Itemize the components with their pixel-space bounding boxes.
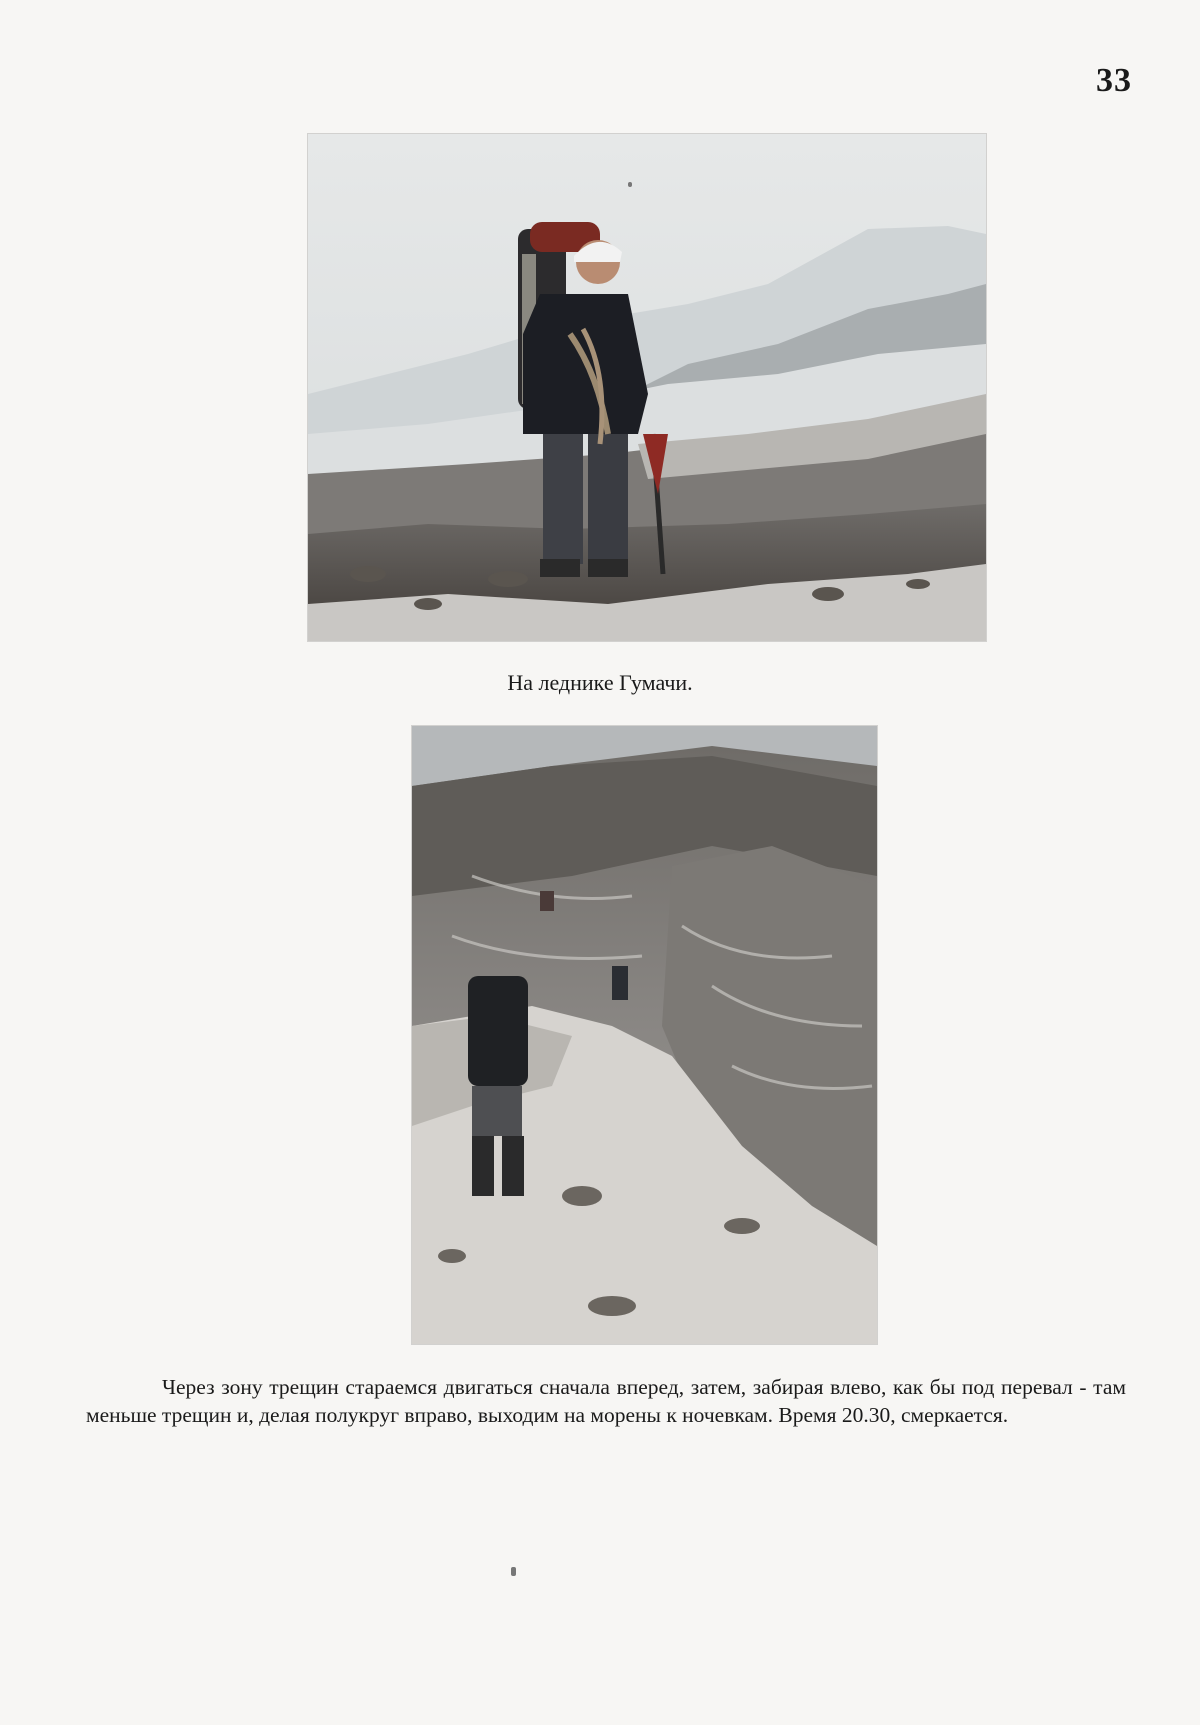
narrative-paragraph: [86, 1373, 1126, 1429]
narrative-text: Через зону трещин стараемся двигаться сначала вперед, затем, забирая влево, как бы под перевал - там меньше трещин и, делая полукруг вправо, выходим на морены к ночевкам. Время 20.30, смеркается.: [86, 1375, 1126, 1427]
scan-speck: [511, 1567, 516, 1576]
scan-speck: [628, 182, 632, 187]
crevasse-zone-image: [412, 726, 877, 1344]
glacier-climber-image: [308, 134, 986, 641]
crevasse-zone-photo: [412, 726, 877, 1344]
photo-caption: На леднике Гумачи.: [507, 670, 693, 695]
page-number: 33: [1096, 62, 1132, 99]
glacier-climber-photo: [308, 134, 986, 641]
